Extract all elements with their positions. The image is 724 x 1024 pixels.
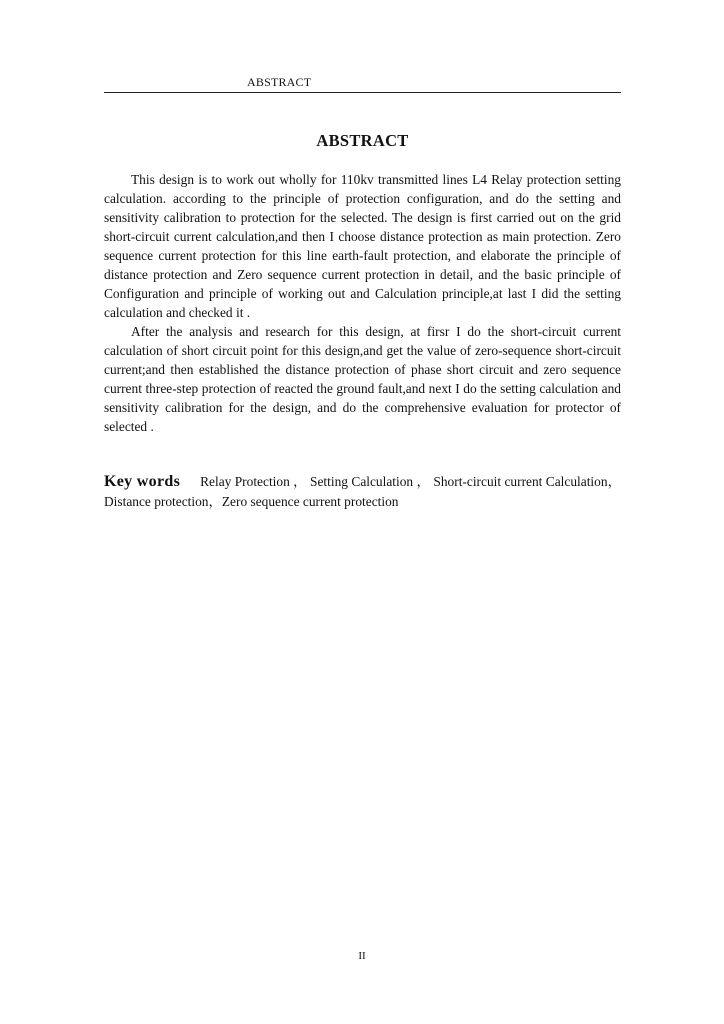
abstract-body bbox=[104, 170, 621, 436]
page-title: ABSTRACT bbox=[316, 131, 409, 150]
keywords-text: Relay Protection ， Setting Calculation ， Short-circuit current Calculation，Distance protection，Zero sequence current protection bbox=[104, 474, 621, 509]
page-number: II bbox=[358, 950, 366, 962]
abstract-paragraph-2: After the analysis and research for this design, at firsr I do the short-circuit current calculation of short circuit point for this design,and get the value of zero-sequence short-circuit current;and then established the distance protection of phase short circuit and zero sequence current three-step protection of reacted the ground fault,and next I do the setting calculation and sensitivity calibration for the design, and do the comprehensive evaluation for protector of selected . bbox=[104, 324, 621, 434]
running-header bbox=[104, 72, 621, 93]
running-header-title: ABSTRACT bbox=[247, 75, 312, 89]
keywords-block bbox=[104, 472, 621, 512]
keywords-label: Key words bbox=[104, 473, 181, 490]
abstract-paragraph-1: This design is to work out wholly for 110kv transmitted lines L4 Relay protection setting calculation. according to the principle of protection configuration, and do the setting and sensitivity calibration to protection for the selected. The design is first carried out on the grid short-circuit current calculation,and then I choose distance protection as main protection. Zero sequence current protection for this line earth-fault protection, and elaborate the principle of distance protection and Zero sequence current protection in detail, and the basic principle of Configuration and principle of working out and Calculation principle,at last I did the setting calculation and checked it . bbox=[104, 172, 621, 320]
